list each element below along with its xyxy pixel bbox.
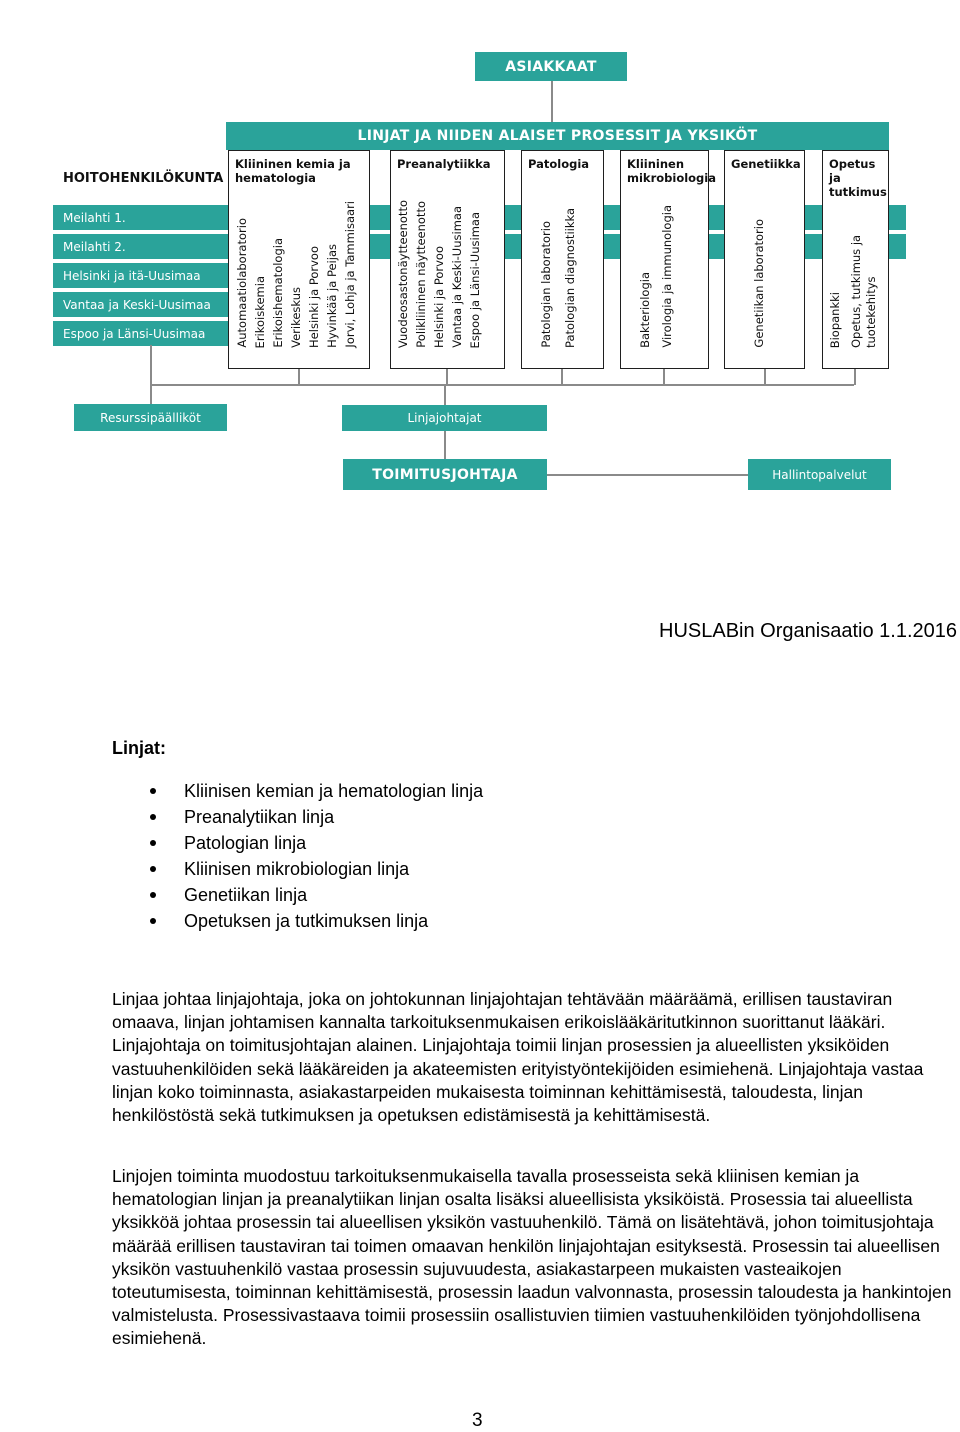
connector-line [150, 345, 152, 404]
connector-line [444, 384, 446, 405]
unit-label: Patologian diagnostiikka [563, 208, 577, 348]
admin-services-box: Hallintopalvelut [748, 459, 891, 490]
column-heading: Patologia [528, 157, 590, 171]
region-row-stub [369, 234, 391, 259]
staff-heading: HOITOHENKILÖKUNTA [63, 171, 224, 186]
region-row-stub [504, 234, 522, 259]
unit-label: Bakteriologia [638, 272, 652, 348]
connector-line [561, 369, 563, 385]
lines-banner: LINJAT JA NIIDEN ALAISET PROSESSIT JA YKSIKÖT [226, 122, 889, 150]
unit-label: Genetiikan laboratorio [752, 219, 766, 348]
unit-label: Vuodeosastonäytteenotto [396, 199, 410, 348]
region-row-stub [603, 205, 621, 230]
connector-line [446, 369, 448, 385]
paragraph-process-management: Linjojen toiminta muodostuu tarkoituksenmukaisella tavalla prosesseista sekä kliinisen kemian ja hematologian linjan ja preanalytiikan linjan osalta lisäksi alueellisista yksiköistä. Prosessia tai alueellista yksikköä johtaa prosessin tai alueellisen yksikön vastuuhenkilö. Tämä on lisätehtävä, johon toimitusjohtaja määrää erillisen taustaviran tai toimen omaavan henkilön linjajohtajan esityksestä. Prosessin tai alueellisen yksikön vastuuhenkilö vastaa prosessin sujuvuudesta, asiakastarpeen mukaisten vasteaikojen toteutumisesta, toiminnan kehittämisestä, prosessin laadun valvonnasta, prosessin taloudesta ja hankintojen valmistelusta. Prosessivastaava toimii prosessiin osallistuvien tiimien vastuuhenkilöiden työnjohdollisena esimiehenä. [112, 1166, 952, 1349]
list-item: Patologian linja [150, 830, 483, 856]
region-row-stub [888, 234, 906, 259]
unit-label: Erikoishematologia [271, 238, 285, 348]
unit-label: Biopankki [828, 291, 842, 348]
connector-line [663, 369, 665, 385]
org-chart [0, 0, 960, 540]
column-patologia [521, 150, 604, 369]
unit-label: Opetus, tutkimus ja tuotekehitys [849, 234, 878, 348]
unit-label: Vantaa ja Keski-Uusimaa [450, 206, 464, 348]
column-genetiikka [724, 150, 805, 369]
column-opetus [822, 150, 889, 369]
unit-label: Espoo ja Länsi-Uusimaa [468, 211, 482, 348]
region-row-stub [804, 234, 822, 259]
resource-managers-box: Resurssipäälliköt [74, 404, 227, 431]
region-row-stub [708, 205, 724, 230]
region-row-stub [804, 205, 822, 230]
unit-label: Virologia ja immunologia [660, 205, 674, 348]
column-heading: Opetus ja tutkimus [829, 157, 887, 199]
column-heading: Kliininen kemia ja hematologia [235, 157, 351, 185]
connector-line [150, 384, 854, 386]
connector-line [298, 369, 300, 385]
column-mikrobiologia [620, 150, 716, 369]
page-number: 3 [472, 1410, 483, 1431]
connector-line [854, 369, 856, 385]
region-vantaa: Vantaa ja Keski-Uusimaa [53, 292, 227, 317]
list-item: Preanalytiikan linja [150, 804, 483, 830]
connector-line [764, 369, 766, 385]
unit-label: Erikoiskemia [253, 275, 267, 348]
lines-list [150, 778, 483, 934]
paragraph-line-management: Linjaa johtaa linjajohtaja, joka on johtokunnan linjajohtajan tehtävään määräämä, erillisen taustaviran omaava, linjan johtamisen kannalta tarkoituksenmukaisen erikoislääkäritutkinnon suorittanut lääkäri. Linjajohtaja on toimitusjohtajan alainen. Linjajohtaja toimii linjan prosessien ja alueellisten yksiköiden vastuuhenkilöiden sekä lääkäreiden ja akateemisten erityistyöntekijöiden esimiehenä. Linjajohtaja vastaa linjan koko toiminnasta, asiakastarpeiden mukaisesta toiminnan kehittämisestä, taloudesta, linjan henkilöstöstä sekä tutkimuksen ja opetuksen edistämisestä ja kehittämisestä. [112, 989, 924, 1126]
region-row-stub [369, 205, 391, 230]
column-heading: Preanalytiikka [397, 157, 491, 171]
region-meilahti-1: Meilahti 1. [53, 205, 227, 230]
region-row-stub [603, 234, 621, 259]
region-espoo: Espoo ja Länsi-Uusimaa [53, 321, 227, 346]
column-kliininen-kemia [228, 150, 370, 369]
region-meilahti-2: Meilahti 2. [53, 234, 227, 259]
unit-label: Verikeskus [289, 287, 303, 348]
region-row-stub [708, 234, 724, 259]
region-row-stub [888, 205, 906, 230]
column-preanalytiikka [390, 150, 505, 369]
list-item: Genetiikan linja [150, 882, 483, 908]
connector-line [551, 81, 553, 122]
column-heading: Kliininen mikrobiologia [627, 157, 716, 185]
figure-caption: HUSLABin Organisaatio 1.1.2016 [659, 620, 957, 642]
unit-label: Automaatiolaboratorio [235, 218, 249, 348]
unit-label: Helsinki ja Porvoo [307, 246, 321, 348]
customers-box: ASIAKKAAT [475, 52, 627, 81]
unit-label: Polikliininen näytteenotto [414, 201, 428, 348]
region-row-stub [504, 205, 522, 230]
list-item: Kliinisen mikrobiologian linja [150, 856, 483, 882]
unit-label: Helsinki ja Porvoo [432, 246, 446, 348]
connector-line [547, 474, 749, 476]
list-item: Kliinisen kemian ja hematologian linja [150, 778, 483, 804]
unit-label: Patologian laboratorio [539, 221, 553, 348]
lines-title: Linjat: [112, 738, 166, 758]
column-heading: Genetiikka [731, 157, 801, 171]
line-managers-box: Linjajohtajat [342, 405, 547, 431]
connector-line [444, 431, 446, 460]
ceo-box: TOIMITUSJOHTAJA [343, 459, 547, 490]
unit-label: Hyvinkää ja Peijas [325, 244, 339, 348]
unit-label: Jorvi, Lohja ja Tammisaari [343, 201, 357, 348]
list-item: Opetuksen ja tutkimuksen linja [150, 908, 483, 934]
region-helsinki: Helsinki ja itä-Uusimaa [53, 263, 227, 288]
